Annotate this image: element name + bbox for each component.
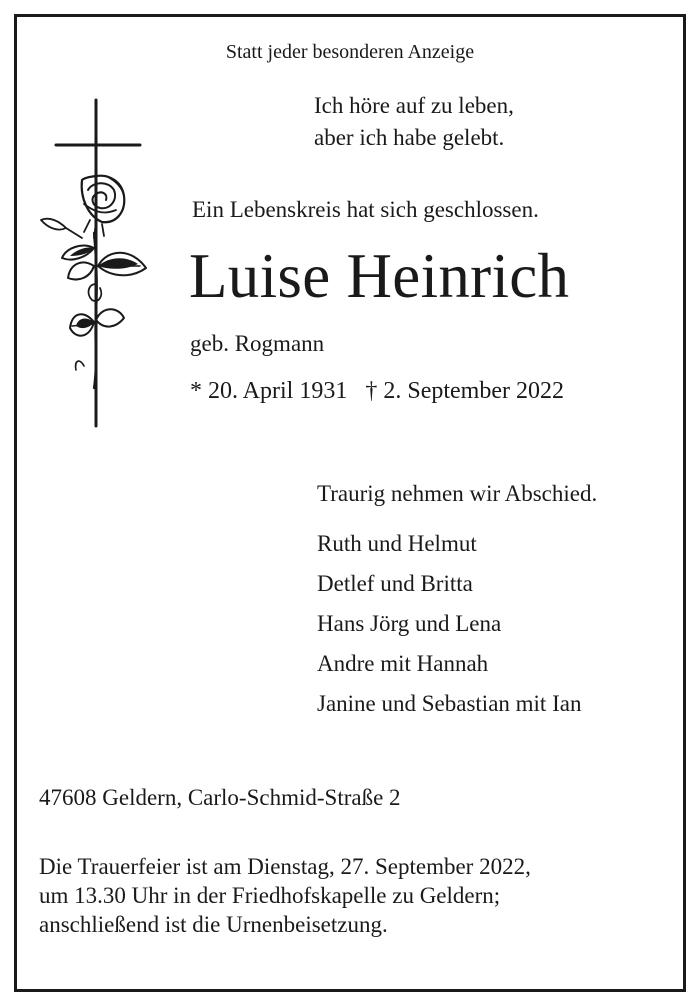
family-list	[317, 524, 581, 724]
family-member: Hans Jörg und Lena	[317, 611, 502, 636]
mourning-line: Traurig nehmen wir Abschied.	[317, 481, 598, 506]
motto-line: Ich höre auf zu leben,	[314, 93, 514, 118]
service-line: Die Trauerfeier ist am Dienstag, 27. September 2022,	[39, 854, 531, 879]
funeral-service-info	[39, 852, 531, 939]
deceased-name: Luise Heinrich	[189, 241, 570, 311]
cross-with-rose-icon	[36, 98, 152, 430]
death-date: † 2. September 2022	[365, 378, 564, 404]
birth-date: * 20. April 1931	[190, 378, 348, 404]
family-member: Janine und Sebastian mit Ian	[317, 691, 582, 716]
family-member: Detlef und Britta	[317, 571, 473, 596]
life-dates	[190, 378, 564, 405]
birth-name: geb. Rogmann	[190, 331, 325, 356]
family-member: Andre mit Hannah	[317, 651, 489, 676]
motto-line: aber ich habe gelebt.	[314, 125, 505, 150]
family-member: Ruth und Helmut	[317, 531, 477, 556]
notice-header: Statt jeder besonderen Anzeige	[225, 41, 475, 63]
motto	[314, 90, 514, 154]
life-circle-line: Ein Lebenskreis hat sich geschlossen.	[192, 197, 539, 222]
family-address: 47608 Geldern, Carlo-Schmid-Straße 2	[39, 785, 401, 810]
service-line: um 13.30 Uhr in der Friedhofskapelle zu Geldern;	[39, 883, 501, 908]
service-line: anschließend ist die Urnenbeisetzung.	[39, 912, 388, 937]
